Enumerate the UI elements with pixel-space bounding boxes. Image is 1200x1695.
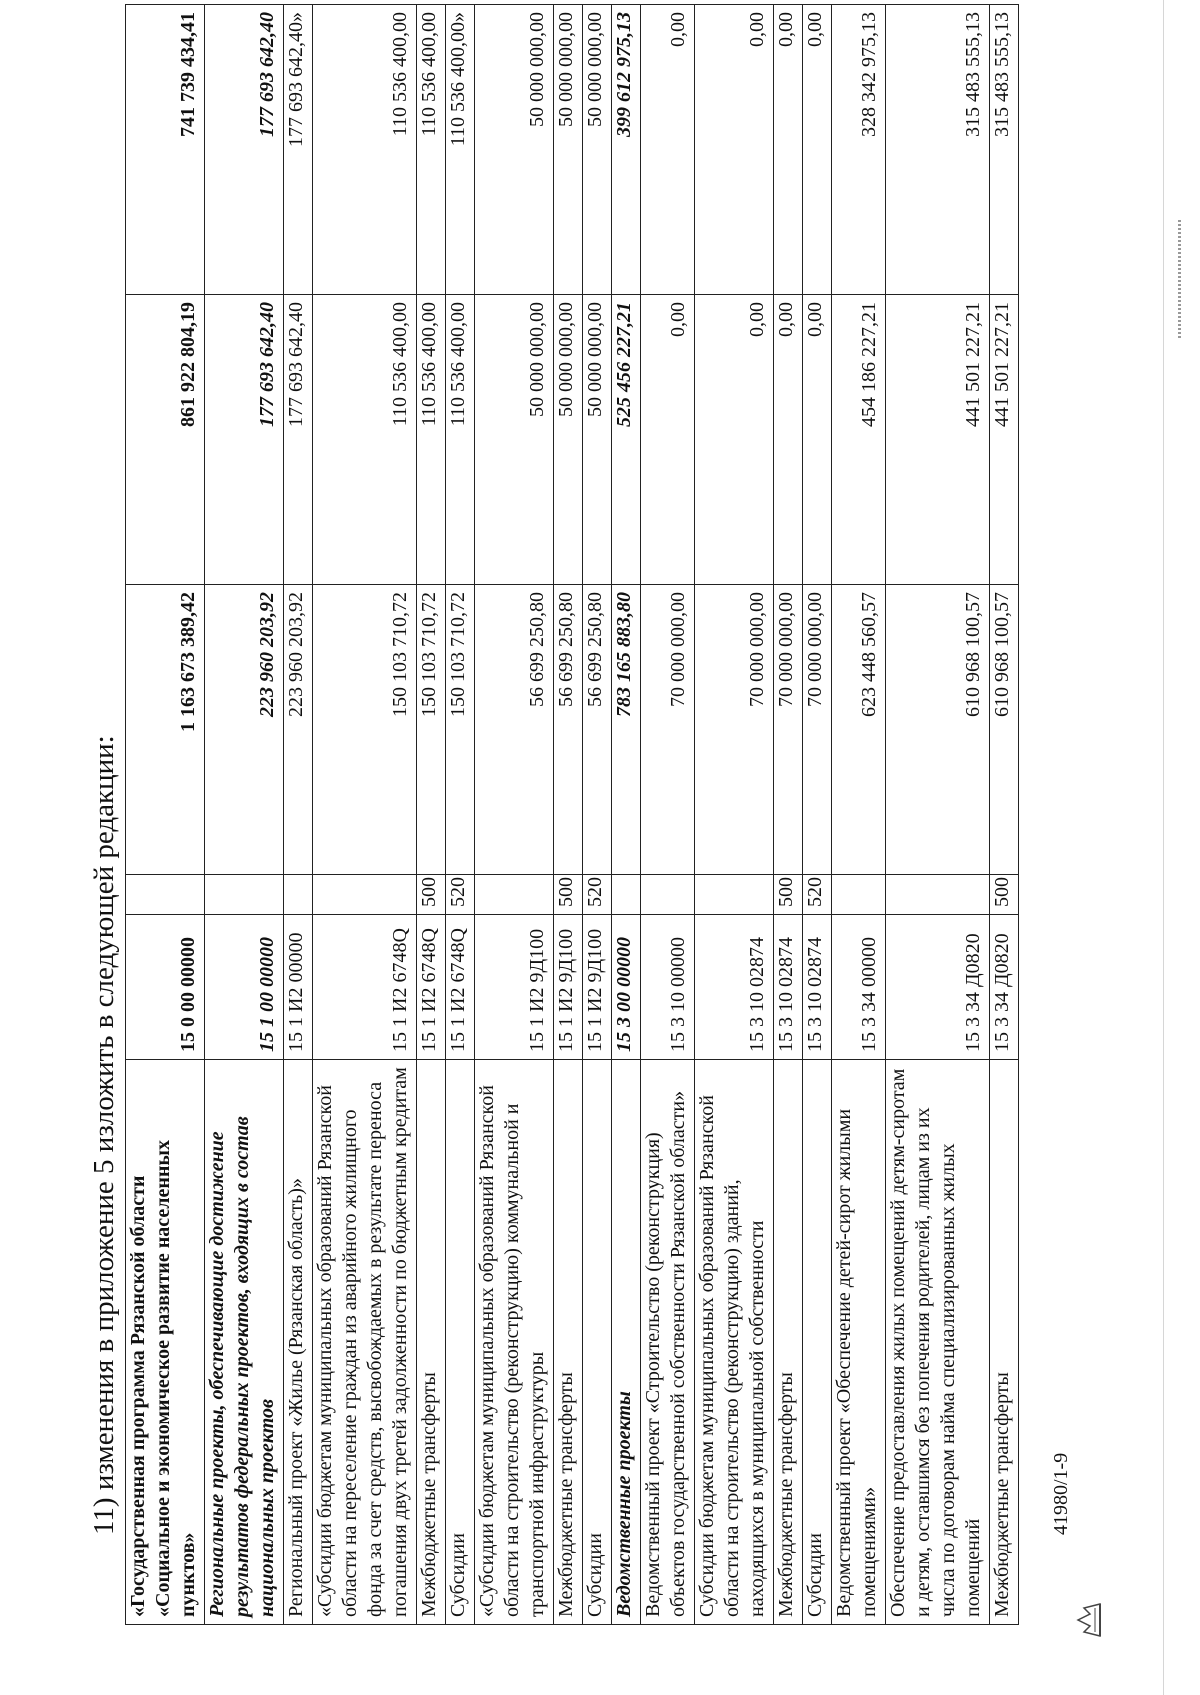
row-code-cell: 15 1 И2 6748Q <box>446 915 475 1060</box>
row-amount-3-cell: 0,00 <box>641 5 695 295</box>
row-code-cell: 15 3 10 02874 <box>774 915 803 1060</box>
row-amount-2-cell: 50 000 000,00 <box>554 295 583 585</box>
table-row <box>803 5 832 1625</box>
row-name-cell: Межбюджетные трансферты <box>554 1060 583 1625</box>
table-row <box>832 5 886 1625</box>
row-vr-cell: 520 <box>803 875 832 915</box>
row-name-cell: Субсидии <box>583 1060 612 1625</box>
row-amount-2-cell: 110 536 400,00 <box>446 295 475 585</box>
row-vr-cell <box>126 875 205 915</box>
row-amount-1-cell: 70 000 000,00 <box>641 585 695 875</box>
row-amount-2-cell: 50 000 000,00 <box>475 295 554 585</box>
row-amount-3-cell: 0,00 <box>695 5 774 295</box>
row-vr-cell <box>284 875 313 915</box>
row-vr-cell: 500 <box>417 875 446 915</box>
row-amount-2-cell: 0,00 <box>641 295 695 585</box>
row-vr-cell <box>612 875 641 915</box>
row-name-cell: Межбюджетные трансферты <box>417 1060 446 1625</box>
row-vr-cell <box>695 875 774 915</box>
row-amount-3-cell: 110 536 400,00 <box>417 5 446 295</box>
row-amount-3-cell: 741 739 434,41 <box>126 5 205 295</box>
row-amount-1-cell: 610 968 100,57 <box>886 585 990 875</box>
row-amount-1-cell: 223 960 203,92 <box>205 585 284 875</box>
row-code-cell: 15 1 И2 6748Q <box>313 915 417 1060</box>
row-amount-2-cell: 0,00 <box>803 295 832 585</box>
row-name-cell: Субсидии <box>446 1060 475 1625</box>
row-code-cell: 15 3 34 Д0820 <box>886 915 990 1060</box>
row-name-cell: Субсидии бюджетам муниципальных образований Рязанской области на строительство (реконструкцию) зданий, находящихся в муниципальной собственности <box>695 1060 774 1625</box>
row-amount-3-cell: 110 536 400,00» <box>446 5 475 295</box>
row-name-cell: «Государственная программа Рязанской области «Социальное и экономическое развитие населенных пунктов» <box>126 1060 205 1625</box>
row-vr-cell: 500 <box>774 875 803 915</box>
row-code-cell: 15 1 И2 6748Q <box>417 915 446 1060</box>
row-amount-2-cell: 177 693 642,40 <box>284 295 313 585</box>
row-name-cell: Ведомственные проекты <box>612 1060 641 1625</box>
row-vr-cell <box>641 875 695 915</box>
row-amount-3-cell: 50 000 000,00 <box>583 5 612 295</box>
table-row <box>641 5 695 1625</box>
row-vr-cell: 500 <box>554 875 583 915</box>
row-amount-1-cell: 610 968 100,57 <box>990 585 1019 875</box>
table-row <box>990 5 1019 1625</box>
row-code-cell: 15 3 10 00000 <box>641 915 695 1060</box>
table-row <box>284 5 313 1625</box>
row-code-cell: 15 3 34 Д0820 <box>990 915 1019 1060</box>
row-amount-1-cell: 623 448 560,57 <box>832 585 886 875</box>
row-amount-2-cell: 110 536 400,00 <box>313 295 417 585</box>
row-amount-2-cell: 50 000 000,00 <box>583 295 612 585</box>
row-amount-1-cell: 56 699 250,80 <box>583 585 612 875</box>
row-amount-1-cell: 70 000 000,00 <box>774 585 803 875</box>
row-amount-2-cell: 525 456 227,21 <box>612 295 641 585</box>
row-amount-3-cell: 328 342 975,13 <box>832 5 886 295</box>
row-amount-1-cell: 783 165 883,80 <box>612 585 641 875</box>
row-code-cell: 15 1 И2 00000 <box>284 915 313 1060</box>
row-amount-3-cell: 50 000 000,00 <box>475 5 554 295</box>
row-vr-cell: 500 <box>990 875 1019 915</box>
row-name-cell: Межбюджетные трансферты <box>990 1060 1019 1625</box>
table-row <box>417 5 446 1625</box>
row-name-cell: Межбюджетные трансферты <box>774 1060 803 1625</box>
table-row <box>475 5 554 1625</box>
budget-table-body <box>126 5 1019 1625</box>
row-amount-2-cell: 441 501 227,21 <box>886 295 990 585</box>
row-vr-cell <box>205 875 284 915</box>
row-amount-1-cell: 1 163 673 389,42 <box>126 585 205 875</box>
row-amount-3-cell: 0,00 <box>803 5 832 295</box>
row-code-cell: 15 3 34 00000 <box>832 915 886 1060</box>
row-name-cell: Региональные проекты, обеспечивающие достижение результатов федеральных проектов, входящих в состав национальных проектов <box>205 1060 284 1625</box>
row-code-cell: 15 0 00 00000 <box>126 915 205 1060</box>
row-code-cell: 15 1 И2 9Д100 <box>583 915 612 1060</box>
row-amount-2-cell: 0,00 <box>695 295 774 585</box>
row-amount-3-cell: 0,00 <box>774 5 803 295</box>
row-name-cell: «Субсидии бюджетам муниципальных образований Рязанской области на переселение граждан из аварийного жилищного фонда за счет средств, высвобождаемых в результате переноса погашения двух третей задолженности по бюджетным кредитам <box>313 1060 417 1625</box>
row-amount-2-cell: 454 186 227,21 <box>832 295 886 585</box>
row-amount-3-cell: 315 483 555,13 <box>990 5 1019 295</box>
row-code-cell: 15 3 10 02874 <box>695 915 774 1060</box>
table-row <box>583 5 612 1625</box>
row-amount-1-cell: 56 699 250,80 <box>554 585 583 875</box>
row-amount-1-cell: 150 103 710,72 <box>313 585 417 875</box>
section-heading: 11) изменения в приложение 5 изложить в следующей редакции: <box>88 735 120 1535</box>
row-name-cell: Субсидии <box>803 1060 832 1625</box>
row-amount-2-cell: 110 536 400,00 <box>417 295 446 585</box>
row-amount-1-cell: 223 960 203,92 <box>284 585 313 875</box>
row-amount-3-cell: 315 483 555,13 <box>886 5 990 295</box>
row-vr-cell: 520 <box>583 875 612 915</box>
seal-stamp-icon <box>1070 1600 1104 1640</box>
row-amount-3-cell: 399 612 975,13 <box>612 5 641 295</box>
table-row <box>205 5 284 1625</box>
row-vr-cell <box>832 875 886 915</box>
row-amount-3-cell: 50 000 000,00 <box>554 5 583 295</box>
table-row <box>313 5 417 1625</box>
table-row <box>126 5 205 1625</box>
row-code-cell: 15 3 00 00000 <box>612 915 641 1060</box>
row-code-cell: 15 1 И2 9Д100 <box>475 915 554 1060</box>
row-code-cell: 15 1 00 00000 <box>205 915 284 1060</box>
row-vr-cell: 520 <box>446 875 475 915</box>
table-row <box>446 5 475 1625</box>
document-number: 41980/1-9 <box>1050 1452 1072 1535</box>
row-amount-2-cell: 441 501 227,21 <box>990 295 1019 585</box>
row-name-cell: Ведомственный проект «Строительство (реконструкция) объектов государственной собственности Рязанской области» <box>641 1060 695 1625</box>
row-amount-2-cell: 0,00 <box>774 295 803 585</box>
row-amount-1-cell: 56 699 250,80 <box>475 585 554 875</box>
row-code-cell: 15 1 И2 9Д100 <box>554 915 583 1060</box>
row-code-cell: 15 3 10 02874 <box>803 915 832 1060</box>
row-amount-3-cell: 110 536 400,00 <box>313 5 417 295</box>
table-row <box>886 5 990 1625</box>
budget-table <box>125 4 1019 1625</box>
row-amount-1-cell: 150 103 710,72 <box>417 585 446 875</box>
row-amount-1-cell: 70 000 000,00 <box>803 585 832 875</box>
row-amount-3-cell: 177 693 642,40» <box>284 5 313 295</box>
row-name-cell: Ведомственный проект «Обеспечение детей-сирот жилыми помещениями» <box>832 1060 886 1625</box>
table-row <box>695 5 774 1625</box>
row-name-cell: Региональный проект «Жилье (Рязанская область)» <box>284 1060 313 1625</box>
row-vr-cell <box>886 875 990 915</box>
row-name-cell: Обеспечение предоставления жилых помещений детям-сиротам и детям, оставшимся без попечения родителей, лицам из их числа по договорам найма специализированных жилых помещений <box>886 1060 990 1625</box>
row-vr-cell <box>475 875 554 915</box>
table-row <box>612 5 641 1625</box>
row-vr-cell <box>313 875 417 915</box>
row-amount-3-cell: 177 693 642,40 <box>205 5 284 295</box>
row-amount-1-cell: 70 000 000,00 <box>695 585 774 875</box>
row-amount-1-cell: 150 103 710,72 <box>446 585 475 875</box>
table-row <box>554 5 583 1625</box>
table-row <box>774 5 803 1625</box>
row-amount-2-cell: 861 922 804,19 <box>126 295 205 585</box>
row-name-cell: «Субсидии бюджетам муниципальных образований Рязанской области на строительство (реконструкцию) коммунальной и транспортной инфраструктуры <box>475 1060 554 1625</box>
row-amount-2-cell: 177 693 642,40 <box>205 295 284 585</box>
